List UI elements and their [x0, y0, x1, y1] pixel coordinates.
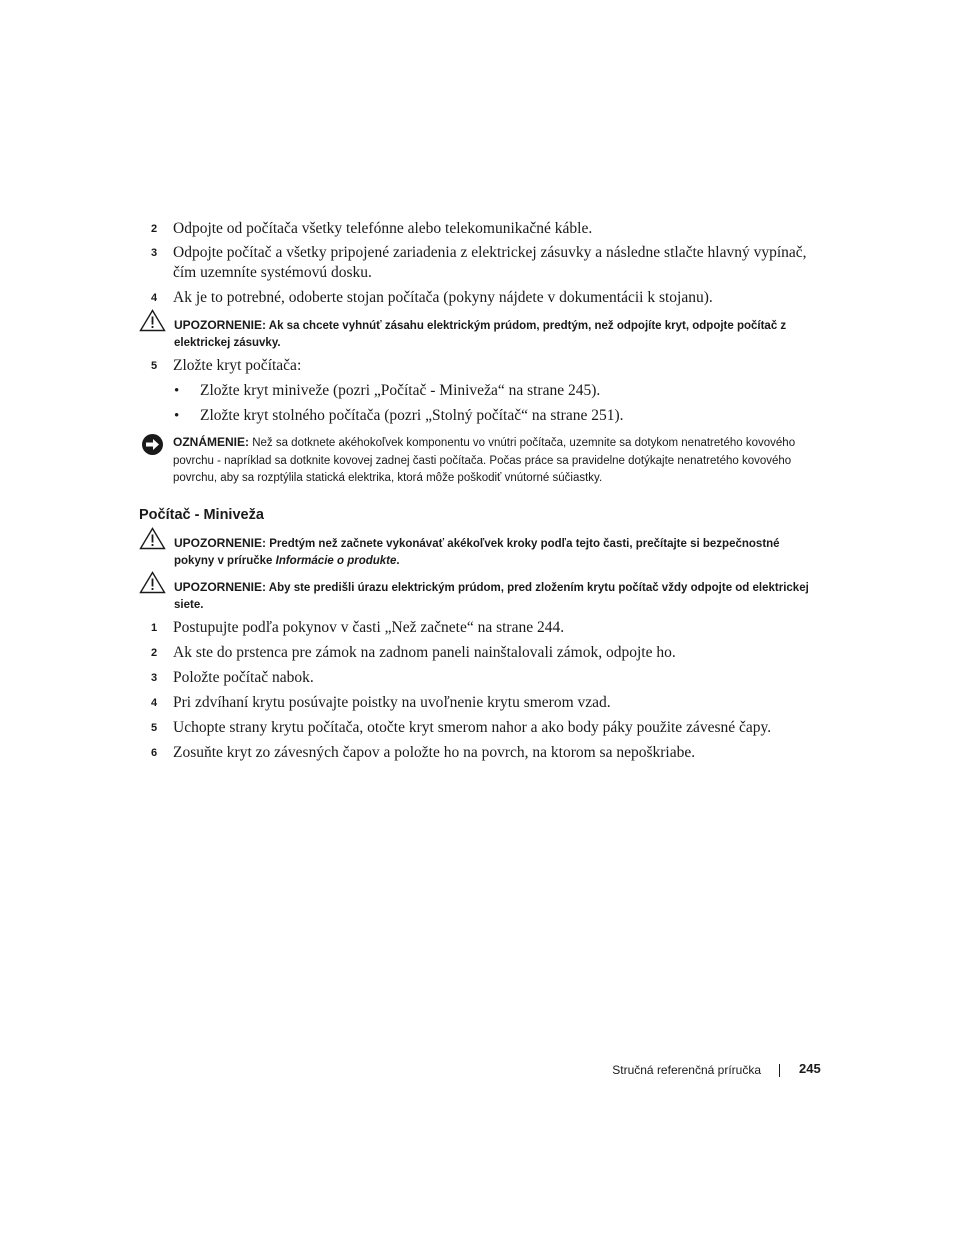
- step-text: Odpojte počítač a všetky pripojené zariadenia z elektrickej zásuvky a následne stlačte hlavný vypínač, čím uzemníte systémovú dosku.: [173, 244, 807, 281]
- step-number: 3: [151, 247, 158, 259]
- step-text: Ak je to potrebné, odoberte stojan počítača (pokyny nájdete v dokumentácii k stojanu).: [173, 289, 713, 306]
- step-text: Zosuňte kryt zo závesných čapov a položte ho na povrch, na ktorom sa nepoškriabe.: [173, 744, 696, 761]
- caution-message: Predtým než začnete vykonávať akékoľvek kroky podľa tejto časti, prečítajte si bezpečnostné pokyny v príručke: [174, 538, 780, 567]
- footer-title: Stručná referenčná príručka: [612, 1063, 761, 1077]
- step-number: 2: [151, 223, 158, 235]
- step-text: Uchopte strany krytu počítača, otočte kryt smerom nahor a ako body páky použite závesné čapy.: [173, 719, 772, 736]
- notice-label: OZNÁMENIE:: [173, 435, 249, 449]
- step-number: 1: [151, 622, 158, 634]
- caution-message: Ak sa chcete vyhnúť zásahu elektrickým prúdom, predtým, než odpojíte kryt, odpojte počítač z elektrickej zásuvky.: [174, 320, 787, 349]
- caution-message: Aby ste predišli úrazu elektrickým prúdom, pred zložením krytu počítač vždy odpojte od elektrickej siete.: [174, 582, 809, 611]
- caution-label: UPOZORNENIE:: [174, 536, 267, 550]
- bullet-text: Zložte kryt miniveže (pozri „Počítač - Miniveža“ na strane 245).: [200, 382, 601, 399]
- warning-triangle-icon: [139, 527, 166, 550]
- step-number: 3: [151, 672, 158, 684]
- step-text: Zložte kryt počítača:: [173, 357, 302, 374]
- warning-triangle-icon: [139, 571, 166, 594]
- caution-message-end: .: [396, 555, 400, 567]
- product-info-reference: Informácie o produkte: [275, 555, 397, 567]
- caution-label: UPOZORNENIE:: [174, 580, 267, 594]
- footer-divider: [779, 1064, 780, 1077]
- notice-arrow-icon: [141, 433, 164, 456]
- section-heading: Počítač - Miniveža: [139, 507, 264, 523]
- bullet-text: Zložte kryt stolného počítača (pozri „Stolný počítač“ na strane 251).: [200, 407, 624, 424]
- caution-label: UPOZORNENIE:: [174, 318, 267, 332]
- step-text: Postupujte podľa pokynov v časti „Než začnete“ na strane 244.: [173, 619, 565, 636]
- caution-text: [174, 317, 822, 352]
- step-text: Odpojte od počítača všetky telefónne alebo telekomunikačné káble.: [173, 220, 593, 237]
- step-text: Položte počítač nabok.: [173, 669, 314, 686]
- step-number: 5: [151, 722, 158, 734]
- notice-message: Než sa dotknete akéhokoľvek komponentu vo vnútri počítača, uzemnite sa dotykom nenatretého kovového povrchu - napríklad sa dotknite kovovej zadnej časti počítača. Počas práce sa pravidelne dotýkajte nenatretého kovového povrchu, aby sa rozptýlila statická elektrika, ktorá môže poškodiť vnútorné súčiastky.: [173, 437, 796, 484]
- step-number: 4: [151, 697, 158, 709]
- page-number: 245: [799, 1061, 821, 1076]
- caution-text: [174, 535, 822, 570]
- step-number: 5: [151, 360, 158, 372]
- bullet-dot: •: [174, 383, 180, 399]
- bullet-dot: •: [174, 408, 180, 424]
- step-number: 2: [151, 647, 158, 659]
- caution-text: [174, 579, 822, 614]
- notice-text: [173, 434, 821, 488]
- step-number: 4: [151, 292, 158, 304]
- warning-triangle-icon: [139, 309, 166, 332]
- step-text: Ak ste do prstenca pre zámok na zadnom paneli nainštalovali zámok, odpojte ho.: [173, 644, 676, 661]
- step-text: Pri zdvíhaní krytu posúvajte poistky na uvoľnenie krytu smerom vzad.: [173, 694, 611, 711]
- step-number: 6: [151, 747, 158, 759]
